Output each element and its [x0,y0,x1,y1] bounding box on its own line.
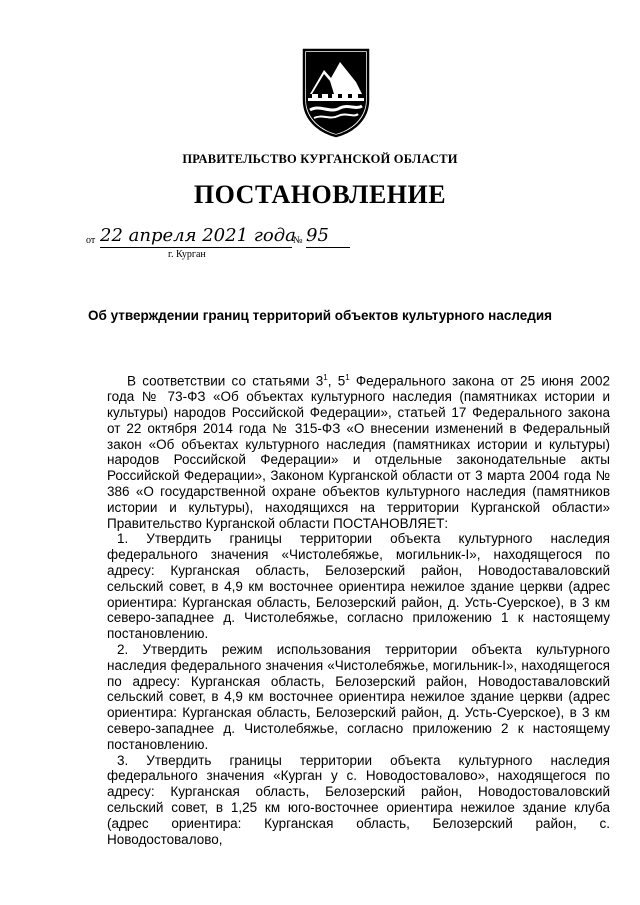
preamble-paragraph: В соответствии со статьями $3^1$, $5^1$ Федерального закона от 25 июня 2002 года № 73-ФЗ «Об объектах культурного наследия (памятниках истории и культуры) народов Российской Федерации», статьей 17 Федерального закона от 22 октября 2014 года № 315-ФЗ «О внесении изменений в Федеральный закон «Об объектах культурного наследия (памятниках истории и культуры) народов Российской Федерации» и отдельные законодательные акты Российской Федерации», Законом Курганской области от 3 марта 2004 года № 386 «О государственной охране объектов культурного наследия (памятников истории и культуры), находящихся на территории Курганской области» Правительство Курганской области ПОСТАНОВЛЯЕТ: [107,373,610,531]
handwritten-number: 95 [306,225,350,248]
resolution-item-1: 1. Утвердить границы территории объекта культурного наследия федерального значения «Чистолебяжье, могильник-I», находящегося по адресу: Курганская область, Белозерский район, Новодоставаловский сельский совет, в 4,9 км восточнее ориентира нежилое здание церкви (адрес ориентира: Курганская область, Белозерский район, д. Усть-Суерское), в 3 км северо-западнее д. Чистолебяжье, согласно приложению 1 к настоящему постановлению. [107,531,610,642]
resolution-item-2: 2. Утвердить режим использования территории объекта культурного наследия федерального значения «Чистолебяжье, могильник-I», находящегося по адресу: Курганская область, Белозерский район, Новодоставаловский сельский совет, в 4,9 км восточнее ориентира нежилое здание церкви (адрес ориентира: Курганская область, Белозерский район, д. Усть-Суерское), в 3 км северо-западнее д. Чистолебяжье, согласно приложению 2 к настоящему постановлению. [107,642,610,752]
document-subject: Об утверждении границ территорий объектов культурного наследия [88,308,552,323]
document-type-title: ПОСТАНОВЛЕНИЕ [193,180,447,209]
handwritten-date: 22 апреля 2021 года [100,225,296,246]
resolution-item-3: 3. Утвердить границы территории объекта культурного наследия федерального значения «Курган у с. Новодостовалово», находящегося по адресу: Курганская область, Белозерский район, Новодостоваловский сельский совет, в 1,25 км юго-восточнее ориентира нежилое здание клуба (адрес ориентира: Курганская область, Белозерский район, с. Новодостовалово, [107,752,610,847]
government-name: ПРАВИТЕЛЬСТВО КУРГАНСКОЙ ОБЛАСТИ [182,152,458,166]
document-body [107,370,610,847]
city-label: г. Курган [168,249,206,260]
date-number-line [86,225,366,265]
coat-of-arms-emblem [300,48,372,138]
number-label: № [293,235,303,246]
date-from-label: от [86,235,96,246]
